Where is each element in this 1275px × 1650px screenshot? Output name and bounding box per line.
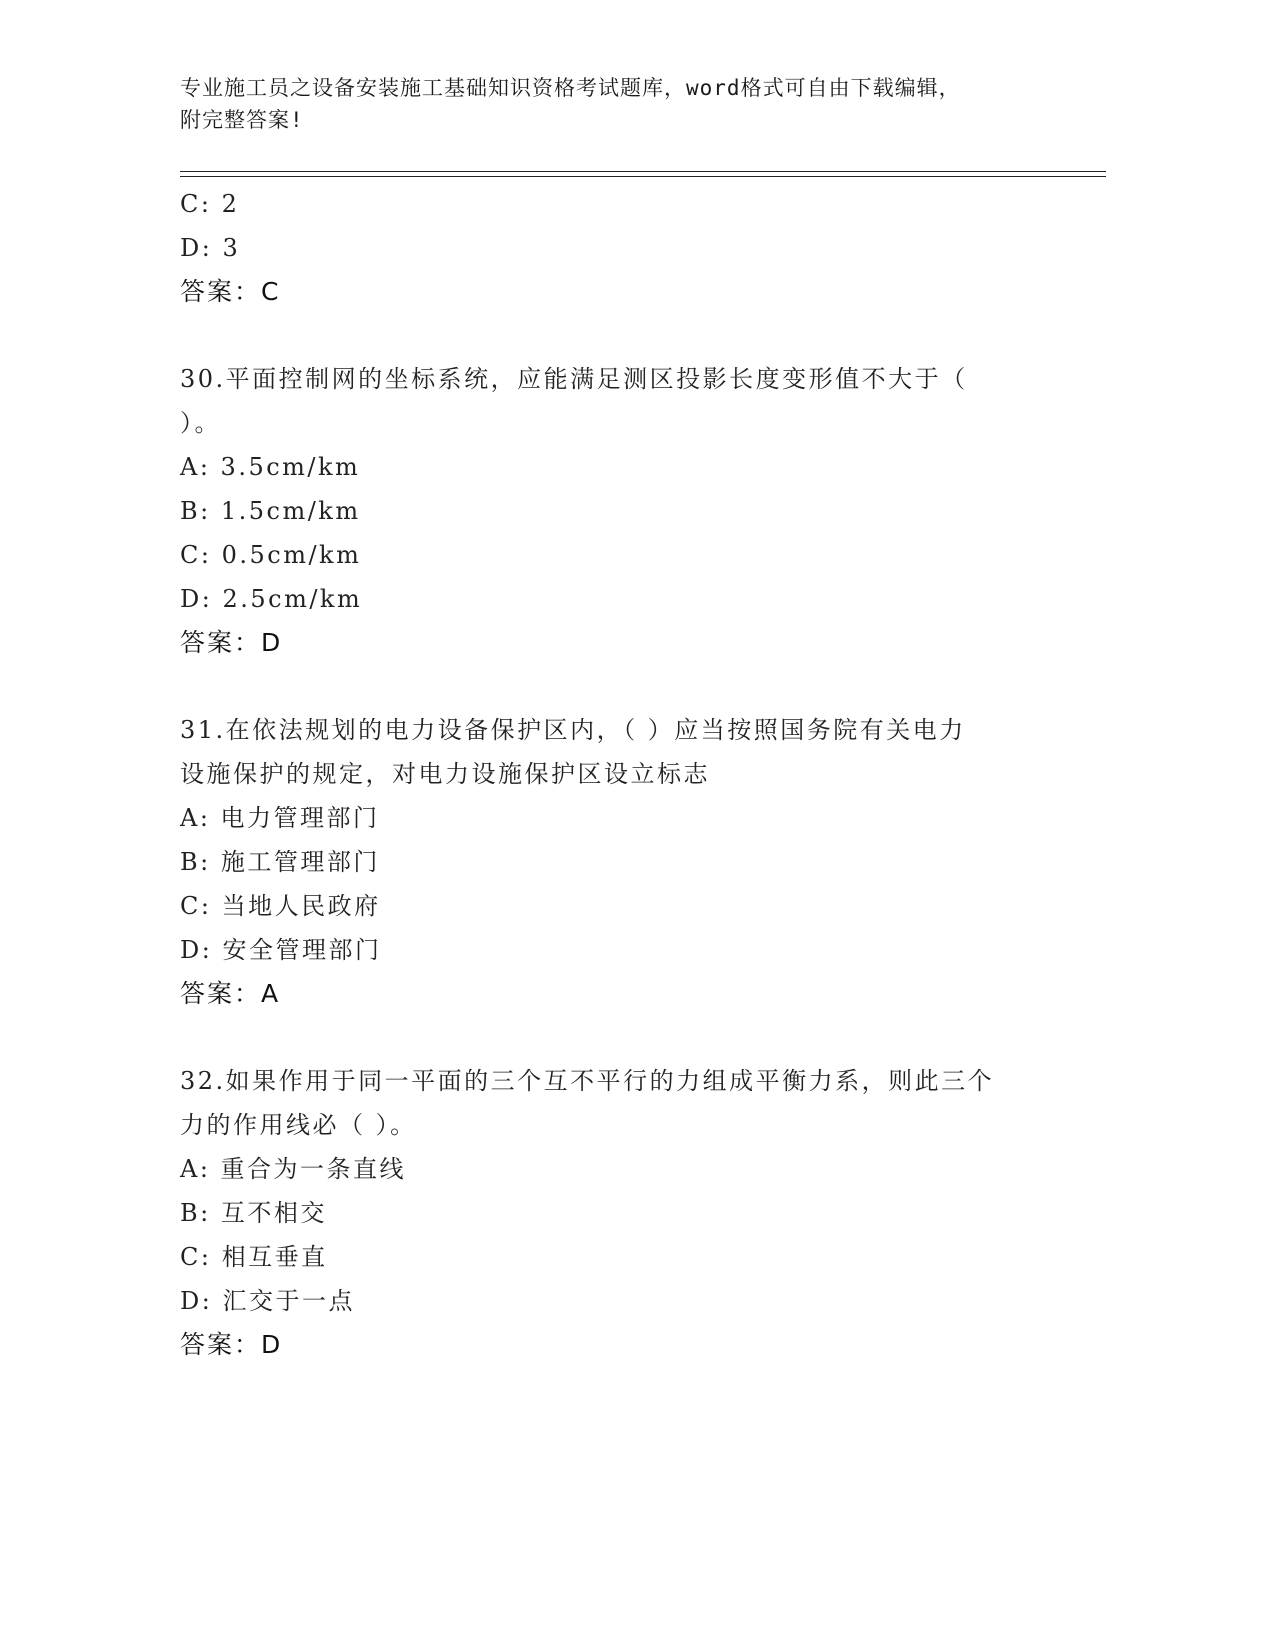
option-c: C: 0.5cm/km [180, 541, 362, 569]
question-31 [180, 708, 1060, 1016]
option-c: C: 当地人民政府 [180, 892, 381, 920]
header-line-2: 附完整答案! [180, 108, 304, 132]
option-a: A: 3.5cm/km [180, 453, 361, 481]
question-stem-line: ）。 [180, 409, 221, 437]
question-stem-line: 30.平面控制网的坐标系统，应能满足测区投影长度变形值不大于（ [180, 365, 968, 393]
answer-line: 答案：A [180, 979, 281, 1008]
option-d: D: 安全管理部门 [180, 936, 382, 964]
answer-line: 答案：C [180, 277, 281, 306]
option-d: D: 3 [180, 234, 241, 262]
option-d: D: 汇交于一点 [180, 1287, 355, 1315]
question-stem-line: 32.如果作用于同一平面的三个互不平行的力组成平衡力系，则此三个 [180, 1067, 995, 1095]
question-stem-line: 力的作用线必（ ）。 [180, 1111, 417, 1139]
answer-line: 答案：D [180, 1330, 283, 1359]
option-a: A: 电力管理部门 [180, 804, 380, 832]
question-30 [180, 357, 1060, 665]
header-line-1: 专业施工员之设备安装施工基础知识资格考试题库，word格式可自由下载编辑， [180, 76, 961, 100]
answer-line: 答案：D [180, 628, 283, 657]
option-b: B: 1.5cm/km [180, 497, 361, 525]
option-b: B: 互不相交 [180, 1199, 327, 1227]
header-divider-top [180, 171, 1106, 172]
question-stem-line: 31.在依法规划的电力设备保护区内，（ ）应当按照国务院有关电力 [180, 716, 966, 744]
spacer [180, 1016, 1060, 1059]
option-a: A: 重合为一条直线 [180, 1155, 407, 1183]
option-c: C: 相互垂直 [180, 1243, 328, 1271]
option-b: B: 施工管理部门 [180, 848, 380, 876]
question-stem-line: 设施保护的规定，对电力设施保护区设立标志 [180, 760, 710, 788]
option-c: C: 2 [180, 190, 240, 218]
question-32 [180, 1059, 1060, 1367]
question-29-continuation [180, 182, 1060, 314]
spacer [180, 665, 1060, 708]
question-list [180, 182, 1060, 1367]
spacer [180, 314, 1060, 357]
option-d: D: 2.5cm/km [180, 585, 363, 613]
header-divider-bottom [180, 176, 1106, 177]
document-header [180, 72, 1060, 136]
